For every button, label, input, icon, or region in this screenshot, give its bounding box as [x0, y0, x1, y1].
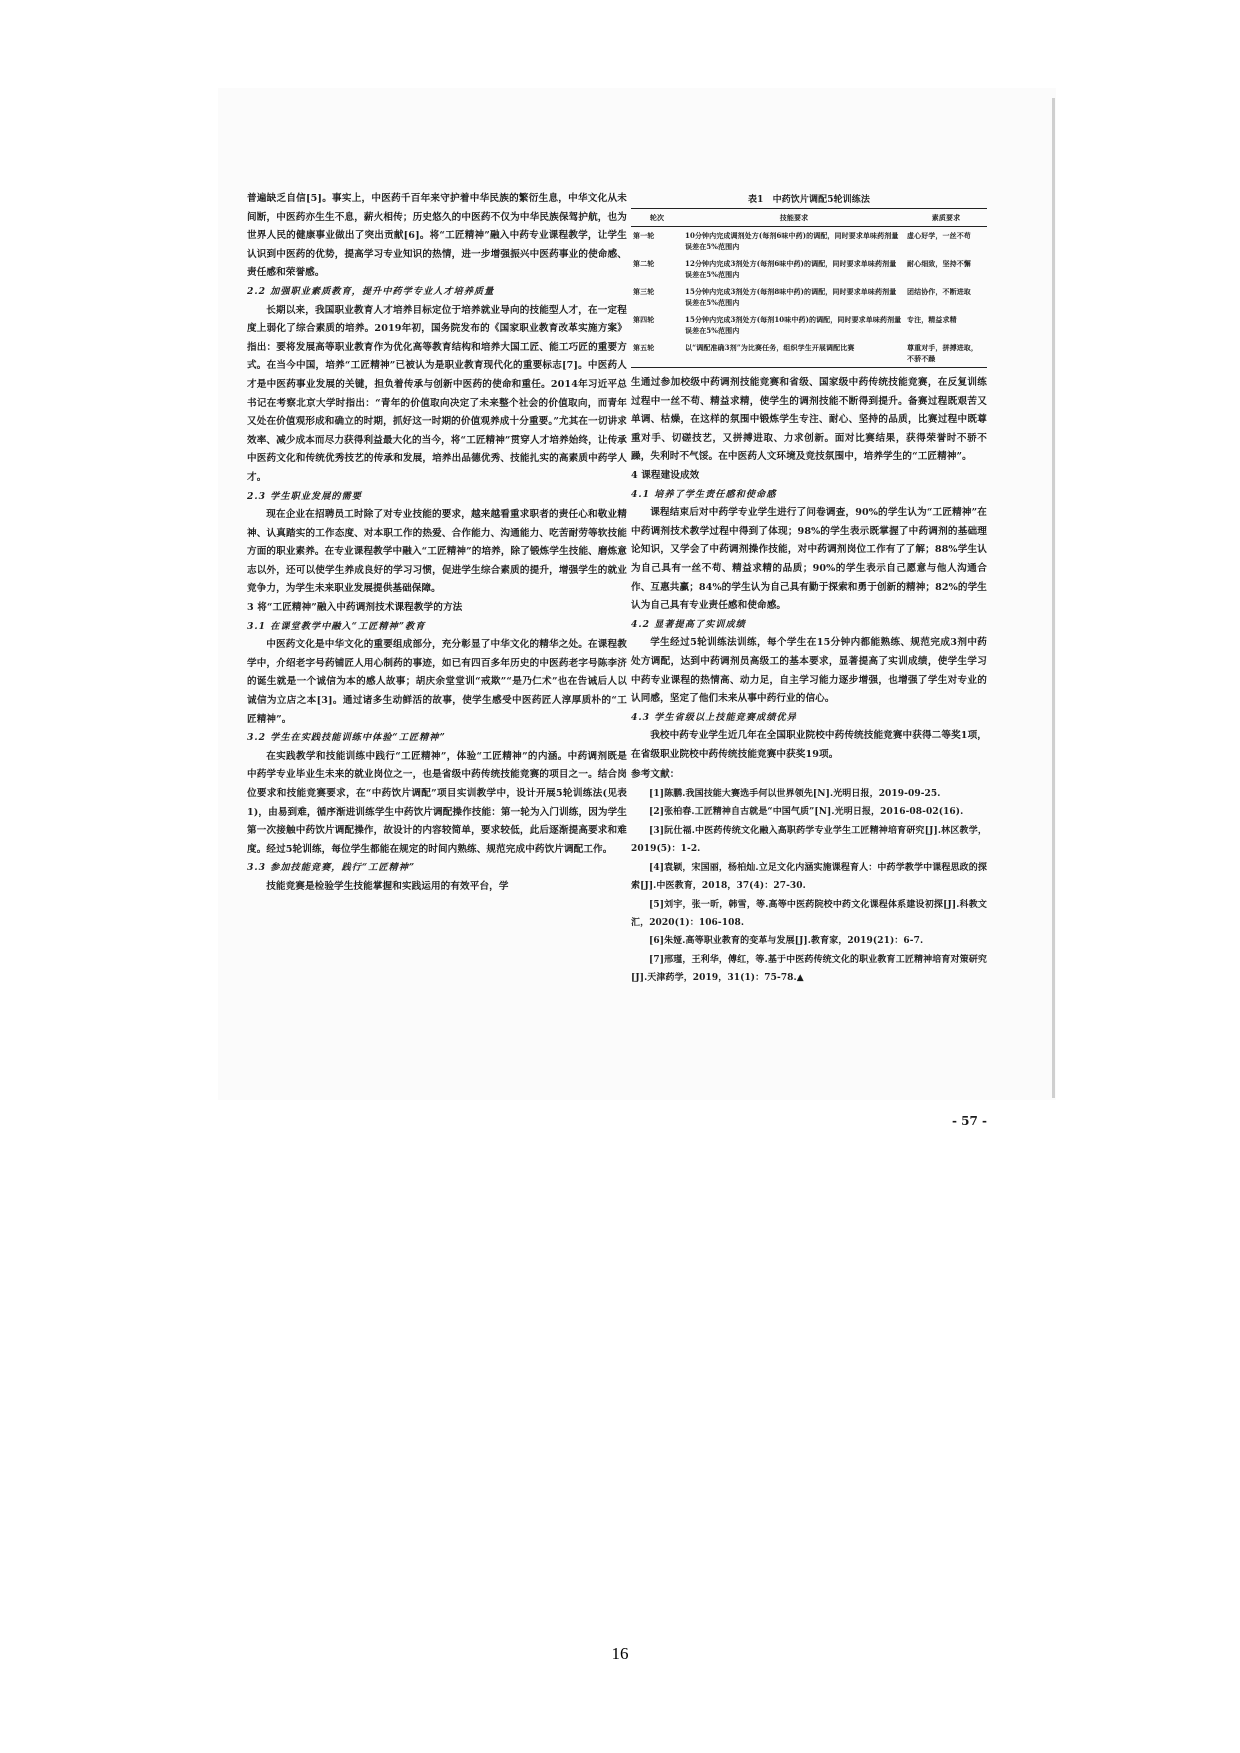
body-paragraph: 学生经过5轮训练法训练，每个学生在15分钟内都能熟练、规范完成3剂中药处方调配，达到中药调剂员高级工的基本要求，显著提高了实训成绩，使学生学习中药专业课程的热情高、动力足，自主学习能力逐步增强，也增强了学生对专业的认同感，坚定了他们未来从事中药行业的信心。 [631, 637, 987, 705]
table-cell: 尊重对手，拼搏进取，不骄不躁 [907, 343, 978, 363]
table-cell: 15分钟内完成3剂处方(每剂8味中药)的调配，同时要求单味药剂量误差在5%范围内 [685, 287, 897, 307]
table-title: 表1 中药饮片调配5轮训练法 [748, 195, 870, 205]
end-mark-icon: ▲ [796, 973, 804, 984]
journal-page-number: - 57 - [952, 1114, 988, 1128]
reference-item: [3]阮仕福.中医药传统文化融入高职药学专业学生工匠精神培育研究[J].林区教学，2019(5)：1-2. [631, 825, 987, 855]
table-cell: 以“调配准确3剂”为比赛任务，组织学生开展调配比赛 [685, 343, 855, 352]
table-cell: 第一轮 [633, 231, 655, 240]
subsection-heading: 3.1 在课堂教学中融入“工匠精神”教育 [247, 620, 426, 632]
table-header: 轮次 [649, 213, 665, 222]
body-paragraph: 普遍缺乏自信[5]。事实上，中医药千百年来守护着中华民族的繁衍生息，中华文化从未间断，中医药亦生生不息，薪火相传；历史悠久的中医药不仅为中华民族保驾护航，也为世界人民的健康事业做出了突出贡献[6]。将“工匠精神”融入中药专业课程教学，让学生认识到中医药的优势，提高学习专业知识的热情，进一步增强振兴中医药事业的使命感、责任感和荣誉感。 [247, 193, 627, 279]
table-header: 技能要求 [779, 213, 809, 222]
table-cell: 虚心好学，一丝不苟 [907, 231, 971, 240]
table-cell: 专注，精益求精 [907, 315, 957, 324]
right-column-body [631, 374, 987, 764]
table-header: 素质要求 [931, 213, 961, 222]
table-cell: 15分钟内完成3剂处方(每剂10味中药)的调配，同时要求单味药剂量误差在5%范围内 [685, 315, 902, 335]
subsection-heading: 3.3 参加技能竞赛，践行“工匠精神” [247, 862, 416, 874]
reference-item: [6]朱娅.高等职业教育的变革与发展[J].教育家，2019(21)：6-7. [649, 936, 924, 947]
body-paragraph: 课程结束后对中药学专业学生进行了问卷调查，90%的学生认为“工匠精神”在中药调剂技术教学过程中得到了体现；98%的学生表示既掌握了中药调剂的基础理论知识，又学会了中药调剂操作技能，对中药调剂岗位工作有了了解；88%学生认为自己具有一丝不苟、精益求精的品质；90%的学生表示自己愿意与他人沟通合作、互惠共赢；84%的学生认为自己具有勤于探索和勇于创新的精神；82%的学生认为自己具有专业责任感和使命感。 [631, 507, 987, 612]
body-paragraph: 我校中药专业学生近几年在全国职业院校中药传统技能竞赛中获得二等奖1项，在省级职业院校中药传统技能竞赛中获奖19项。 [631, 730, 987, 760]
subsection-heading: 4.1 培养了学生责任感和使命感 [631, 488, 777, 500]
subsection-heading: 3.2 学生在实践技能训练中体验“工匠精神” [247, 732, 446, 744]
body-paragraph: 在实践教学和技能训练中践行“工匠精神”，体验“工匠精神”的内涵。中药调剂既是中药学专业毕业生未来的就业岗位之一，也是省级中药传统技能竞赛的项目之一。结合岗位要求和技能竞赛要求，在“中药饮片调配”项目实训教学中，设计开展5轮训练法(见表1)，由易到难，循序渐进训练学生中药饮片调配操作技能：第一轮为入门训练，因为学生第一次接触中药饮片调配操作，故设计的内容较简单，要求较低，此后逐渐提高要求和难度。经过5轮训练，每位学生都能在规定的时间内熟练、规范完成中药饮片调配工作。 [247, 750, 627, 855]
references-list [631, 785, 987, 987]
body-paragraph: 长期以来，我国职业教育人才培养目标定位于培养就业导向的技能型人才，在一定程度上弱化了综合素质的培养。2019年初，国务院发布的《国家职业教育改革实施方案》指出：要将发展高等职业教育作为优化高等教育结构和培养大国工匠、能工巧匠的重要方式。在当今中国，培养“工匠精神”已被认为是职业教育现代化的重要标志[7]。中医药人才是中医药事业发展的关键，担负着传承与创新中医药的使命和重任。2014年习近平总书记在考察北京大学时指出：“青年的价值取向决定了未来整个社会的价值取向，而青年又处在价值观形成和确立的时期，抓好这一时期的价值观养成十分重要。”尤其在一切讲求效率、减少成本而尽力获得利益最大化的当今，将“工匠精神”贯穿人才培养始终，让传承中医药文化和传统优秀技艺的传承和发展，培养出品德优秀、技能扎实的高素质中药学人才。 [247, 304, 627, 483]
table-row [631, 283, 987, 311]
subsection-heading: 4.3 学生省级以上技能竞赛成绩优异 [631, 711, 797, 723]
table-cell: 第三轮 [633, 287, 655, 296]
table-cell: 第四轮 [633, 315, 655, 324]
reference-item: [4]袁颖，宋国丽，杨柏灿.立足文化内涵实施课程育人：中药学教学中课程思政的探索[J].中医教育，2018，37(4)：27-30. [631, 862, 987, 892]
table-row [631, 255, 987, 283]
body-paragraph: 技能竞赛是检验学生技能掌握和实践运用的有效平台，学 [266, 880, 509, 892]
subsection-heading: 4.2 显著提高了实训成绩 [631, 618, 746, 630]
page-number: 16 [611, 1644, 629, 1663]
table-cell: 10分钟内完成调剂处方(每剂6味中药)的调配，同时要求单味药剂量误差在5%范围内 [685, 231, 899, 251]
section-heading: 4 课程建设成效 [631, 469, 700, 481]
body-paragraph: 中医药文化是中华文化的重要组成部分，充分彰显了中华文化的精华之处。在课程教学中，介绍老字号药铺匠人用心制药的事迹，如已有四百多年历史的中医药老字号陈李济的诞生就是一个诚信为本的感人故事；胡庆余堂堂训“戒欺”“是乃仁术”也在告诫后人以诚信为立店之本[3]。通过诸多生动鲜活的故事，使学生感受中医药匠人淳厚质朴的“工匠精神”。 [247, 639, 627, 725]
table-cell: 第二轮 [633, 259, 655, 268]
reference-item: [5]刘宇，张一昕，韩雪，等.高等中医药院校中药文化课程体系建设初探[J].科教文汇，2020(1)：106-108. [631, 899, 987, 928]
scan-edge-shadow [1052, 98, 1055, 1098]
reference-item: [2]张柏春.工匠精神自古就是“中国气质”[N].光明日报，2016-08-02(16). [649, 807, 964, 818]
body-paragraph: 生通过参加校级中药调剂技能竞赛和省级、国家级中药传统技能竞赛，在反复训练过程中一丝不苟、精益求精，使学生的调剂技能不断得到提升。备赛过程既艰苦又单调、枯燥，在这样的氛围中锻炼学生专注、耐心、坚持的品质，比赛过程中既尊重对手、切磋技艺，又拼搏进取、力求创新。面对比赛结果，获得荣誉时不骄不躁，失利时不气馁。在中医药人文环境及竞技氛围中，培养学生的“工匠精神”。 [631, 377, 987, 463]
references-title: 参考文献： [631, 769, 680, 781]
table-cell: 耐心细致，坚持不懈 [907, 259, 971, 268]
table-row [631, 227, 987, 256]
table-cell: 12分钟内完成3剂处方(每剂6味中药)的调配，同时要求单味药剂量误差在5%范围内 [685, 259, 897, 279]
right-column [631, 124, 987, 988]
table-row [631, 339, 987, 368]
subsection-heading: 2.2 加强职业素质教育，提升中药学专业人才培养质量 [247, 285, 495, 297]
subsection-heading: 2.3 学生职业发展的需要 [247, 490, 362, 502]
table-header-row [631, 209, 987, 227]
section-heading: 3 将“工匠精神”融入中药调剂技术课程教学的方法 [247, 602, 463, 614]
body-paragraph: 现在企业在招聘员工时除了对专业技能的要求，越来越看重求职者的责任心和敬业精神、认真踏实的工作态度、对本职工作的热爱、合作能力、沟通能力、吃苦耐劳等软技能方面的职业素养。在专业课程教学中融入“工匠精神”的培养，除了锻炼学生技能、磨炼意志以外，还可以使学生养成良好的学习习惯，促进学生综合素质的提升，增强学生的就业竞争力，为学生未来职业发展提供基础保障。 [247, 509, 627, 595]
table-1 [631, 192, 987, 368]
training-table [631, 208, 987, 368]
left-column [247, 190, 627, 897]
table-row [631, 311, 987, 339]
table-cell: 第五轮 [633, 343, 655, 352]
table-cell: 团结协作，不断进取 [907, 287, 971, 296]
reference-item: [1]陈鹏.我国技能大赛选手何以世界领先[N].光明日报，2019-09-25. [649, 789, 941, 800]
reference-item: [7]邢瑾，王利华，傅红，等.基于中医药传统文化的职业教育工匠精神培育对策研究[J].天津药学，2019，31(1)：75-78.▲ [631, 954, 987, 984]
